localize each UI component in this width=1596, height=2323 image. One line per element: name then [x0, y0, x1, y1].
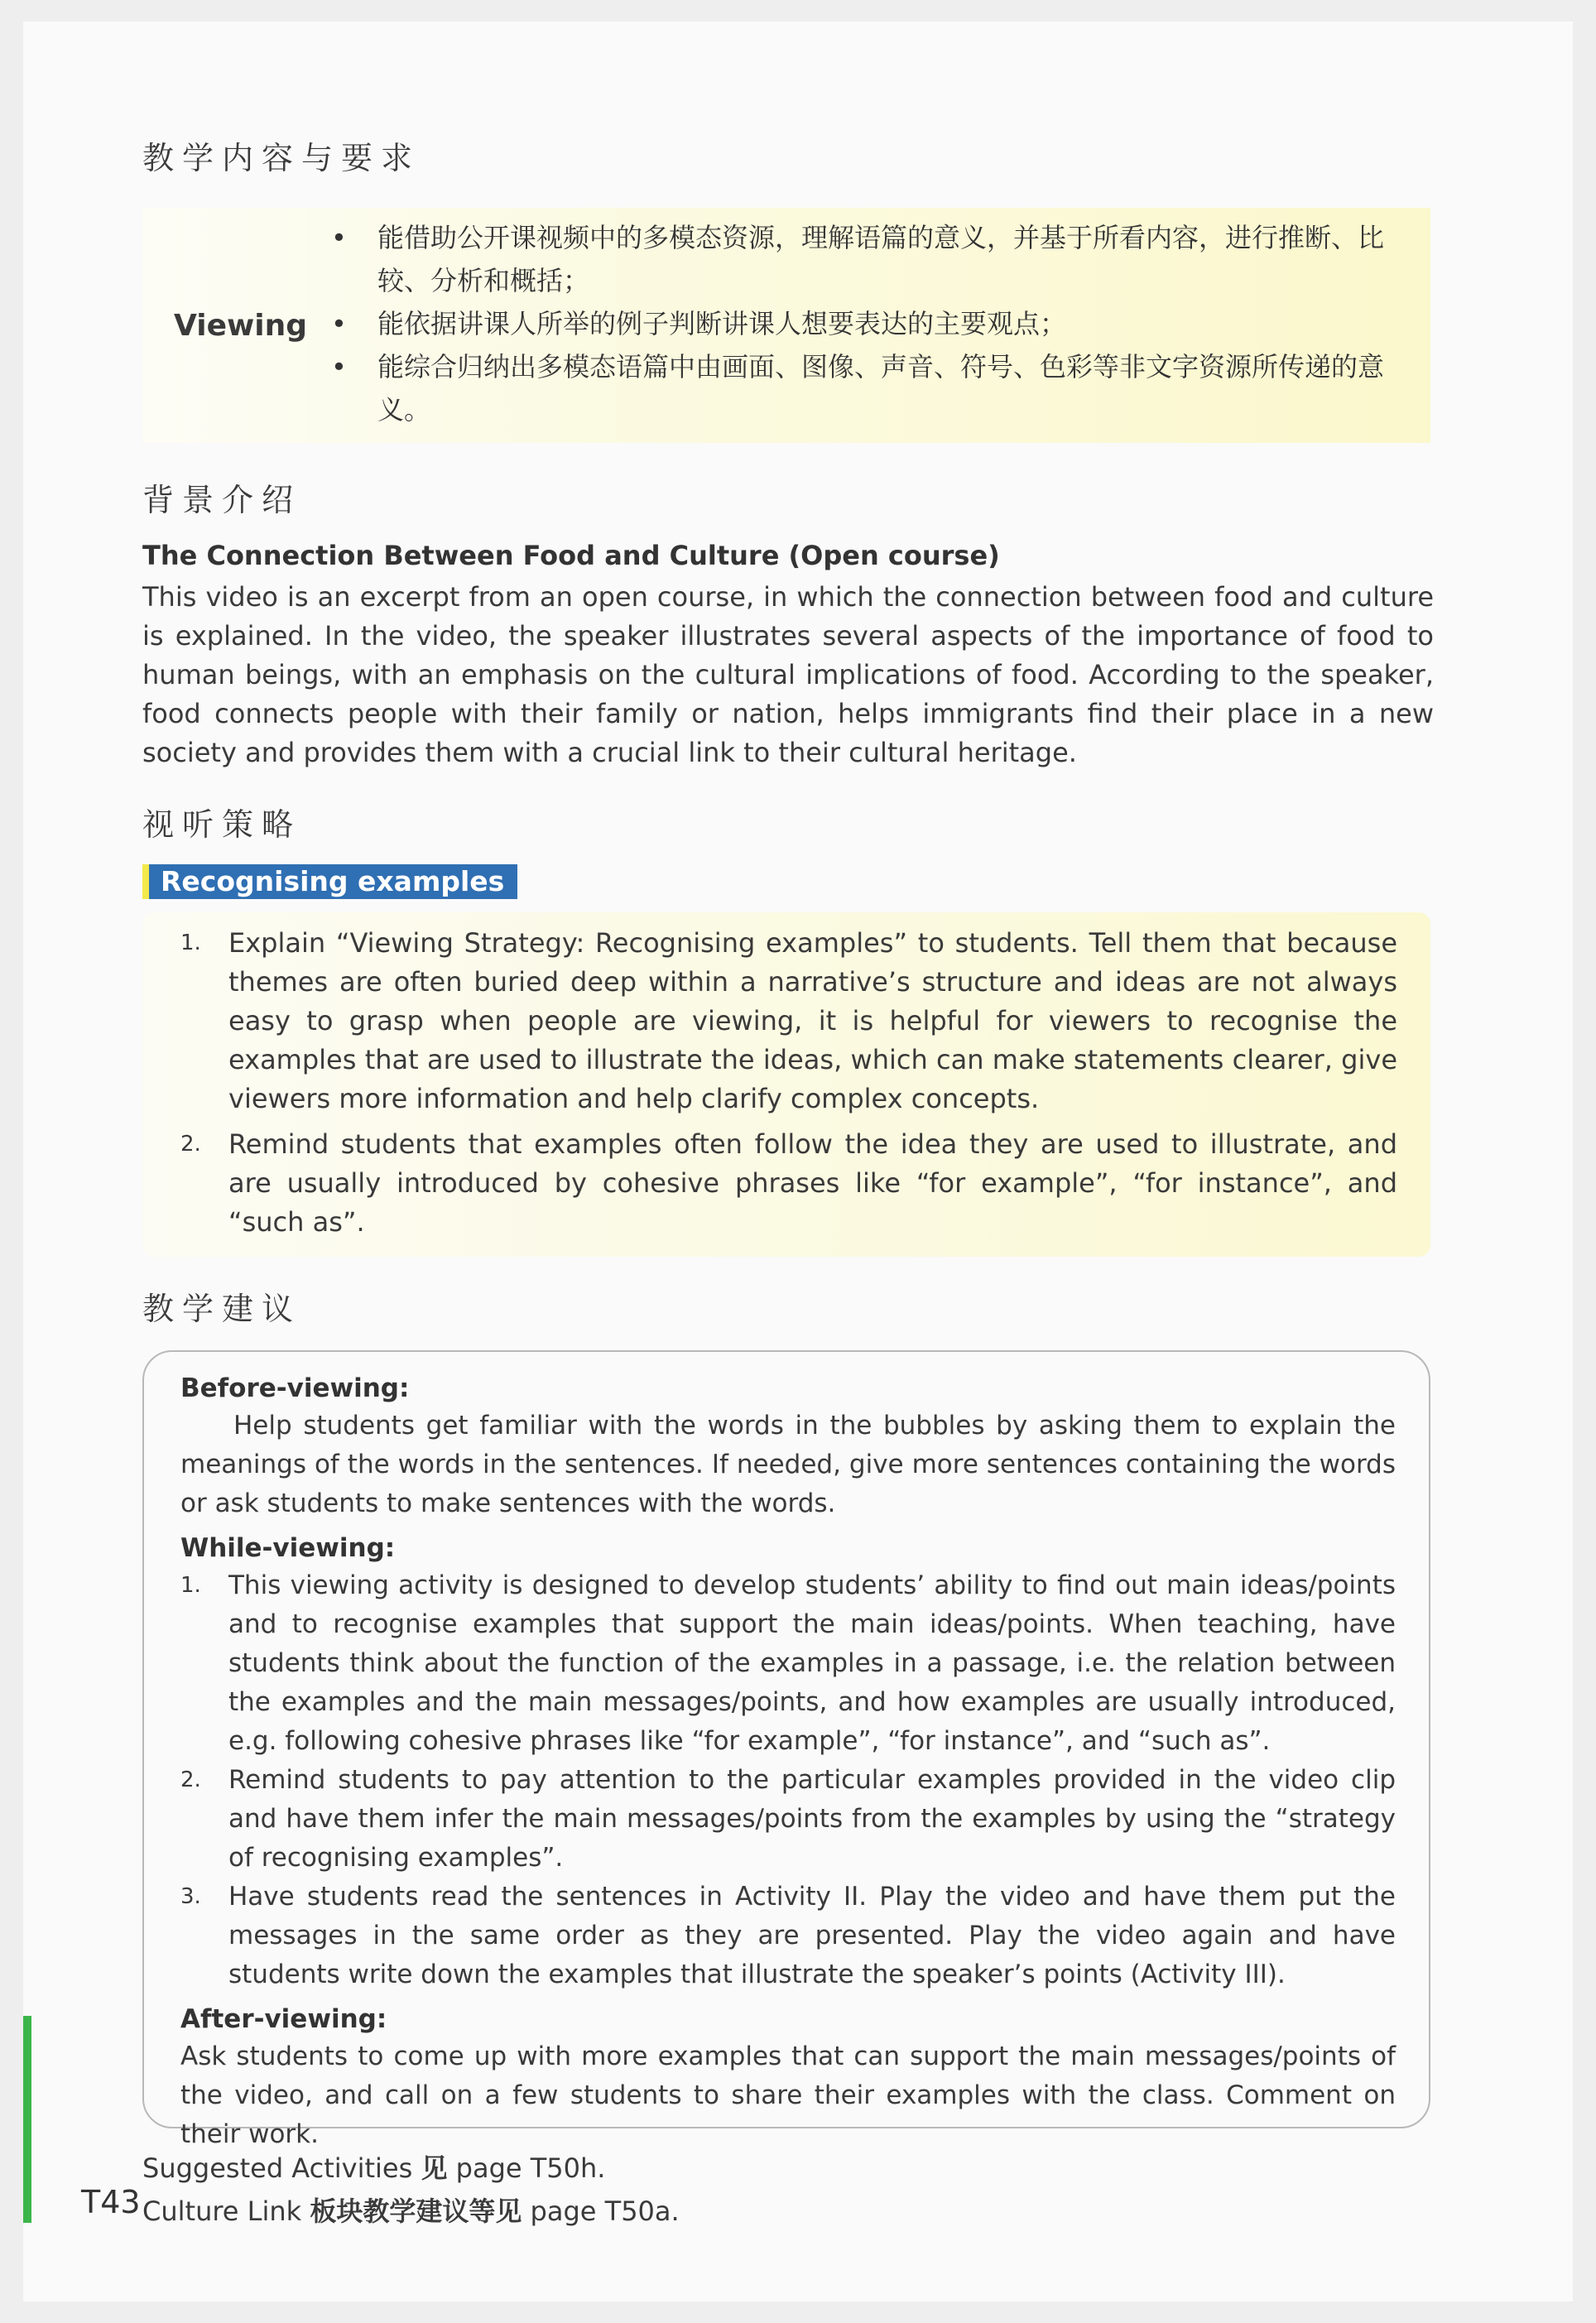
while-viewing-item-number: 1.	[180, 1573, 201, 1598]
after-viewing-label: After-viewing:	[180, 2004, 387, 2034]
page-content	[142, 132, 1434, 2233]
viewing-requirement-item: • 能借助公开课视频中的多模态资源，理解语篇的意义，并基于所看内容，进行推断、比较、分析和概括；	[324, 216, 1417, 302]
while-viewing-list	[180, 1566, 1396, 1994]
culture-link-ref	[142, 2190, 1434, 2233]
strategy-item-text: Explain “Viewing Strategy: Recognising examples” to students. Tell them that because themes are often buried deep within a narrative’s structure and ideas are not always easy to grasp when people are viewing, it is helpful for viewers to recognise the examples that are used to illustrate the ideas, which can make statements clearer, give viewers more information and help clarify complex concepts.	[228, 927, 1397, 1114]
margin-accent-bar	[23, 2016, 31, 2223]
while-viewing-item	[180, 1761, 1396, 1878]
while-viewing-item-text: Have students read the sentences in Activity II. Play the video and have them put the messages in the same order as they are presented. Play the video again and have students write down the examples that illustrate the speaker’s points (Activity III).	[228, 1882, 1396, 1989]
while-viewing-item	[180, 1566, 1396, 1761]
strategy-box	[142, 912, 1430, 1257]
culture-link-page: page T50a.	[530, 2196, 680, 2227]
strategy-tag	[142, 863, 1434, 902]
culture-link-label: Culture Link	[142, 2196, 302, 2227]
section-heading-strategy: 视听策略	[142, 806, 302, 843]
background-title: The Connection Between Food and Culture (Open course)	[142, 540, 1000, 571]
strategy-item-number: 1.	[180, 931, 201, 955]
teaching-suggestions-box	[142, 1350, 1430, 2149]
suggested-activities-page: page T50h.	[455, 2152, 606, 2184]
viewing-requirements-box	[142, 208, 1430, 443]
after-viewing-text: Ask students to come up with more examples that can support the main messages/points of the video, and call on a few students to share their examples with the class. Comment on their work.	[180, 2042, 1396, 2149]
strategy-item	[159, 1125, 1397, 1242]
while-viewing-label: While-viewing:	[180, 1533, 396, 1563]
footer-references	[142, 2147, 1434, 2233]
viewing-requirement-item: • 能综合归纳出多模态语篇中由画面、图像、声音、符号、色彩等非文字资源所传递的意义。	[324, 345, 1417, 431]
section-heading-background: 背景介绍	[142, 482, 302, 518]
strategy-item-text: Remind students that examples often follow the idea they are used to illustrate, and are usually introduced by cohesive phrases like “for example”, “for instance”, and “such as”.	[228, 1128, 1397, 1238]
before-viewing-text: Help students get familiar with the words in the bubbles by asking them to explain the meanings of the words in the sentences. If needed, give more sentences containing the words or ask students to make sentences with the words.	[180, 1411, 1396, 1518]
viewing-requirements-list	[324, 216, 1417, 431]
background-paragraph: This video is an excerpt from an open course, in which the connection between food and culture is explained. In the video, the speaker illustrates several aspects of the importance of food to human beings, with an emphasis on the cultural implications of food. According to the speaker, food connects people with their family or nation, helps immigrants find their place in a new society and provides them with a crucial link to their cultural heritage.	[142, 581, 1434, 768]
while-viewing-item-number: 3.	[180, 1884, 201, 1909]
strategy-tag-label: Recognising examples	[149, 864, 517, 899]
page-number: T43	[81, 2184, 141, 2220]
strategy-item	[159, 924, 1397, 1118]
while-viewing-item-text: Remind students to pay attention to the particular examples provided in the video clip and have them infer the main messages/points from the examples by using the “strategy of recognising examples”.	[228, 1765, 1396, 1873]
before-viewing-label: Before-viewing:	[180, 1373, 410, 1403]
section-heading-content-requirements: 教学内容与要求	[142, 140, 421, 176]
section-heading-suggestions: 教学建议	[142, 1291, 302, 1327]
while-viewing-item	[180, 1878, 1396, 1994]
strategy-list	[159, 924, 1397, 1242]
while-viewing-item-number: 2.	[180, 1768, 201, 1792]
viewing-requirement-item: • 能依据讲课人所举的例子判断讲课人想要表达的主要观点；	[324, 302, 1417, 345]
suggested-activities-label: Suggested Activities	[142, 2152, 413, 2184]
suggested-activities-ref	[142, 2147, 1434, 2190]
strategy-item-number: 2.	[180, 1132, 201, 1157]
viewing-label: Viewing	[174, 309, 307, 343]
culture-link-see: 板块教学建议等见	[310, 2196, 522, 2227]
suggested-activities-see: 见	[421, 2152, 448, 2184]
while-viewing-item-text: This viewing activity is designed to develop students’ ability to find out main ideas/points and to recognise examples that support the main ideas/points. When teaching, have students think about the function of the examples in a passage, i.e. the relation between the examples and the main messages/points, and how examples are usually introduced, e.g. following cohesive phrases like “for example”, “for instance”, and “such as”.	[228, 1570, 1396, 1756]
